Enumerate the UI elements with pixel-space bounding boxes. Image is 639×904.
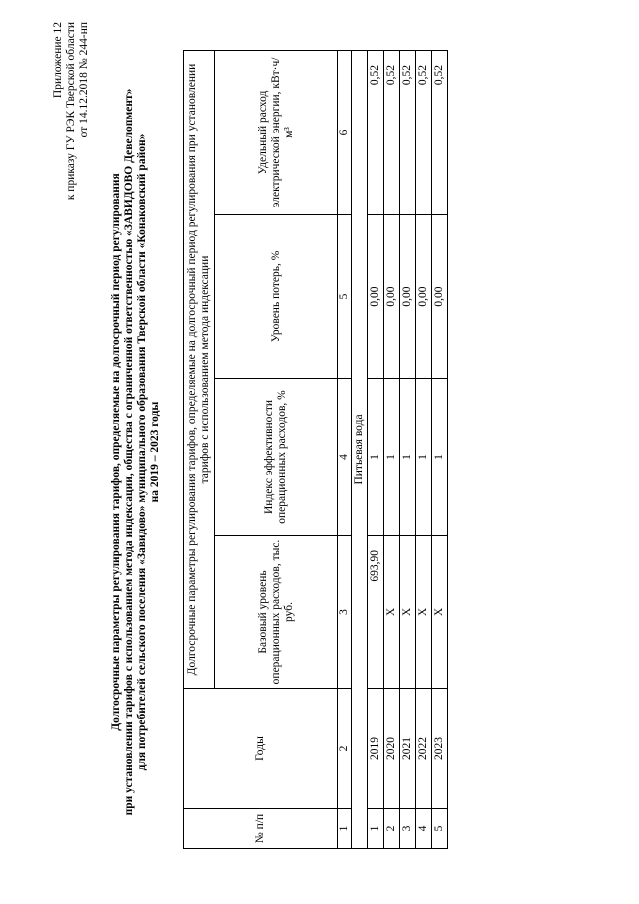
column-number: 1: [338, 809, 352, 849]
row-number: 3: [400, 809, 416, 849]
document-title: [110, 40, 162, 864]
row-number: 2: [384, 809, 400, 849]
title-line-1: Долгосрочные параметры регулирования тарифов, определяемые на долгосрочный период регулирования: [110, 173, 122, 731]
column-number: 5: [338, 215, 352, 379]
title-line-4: на 2019 – 2023 годы: [149, 401, 161, 503]
order-date: от 14.12.2018 № 244-нп: [78, 22, 90, 138]
header-number: № п/п: [184, 809, 338, 849]
header-group: Долгосрочные параметры регулирования тарифов, определяемые на долгосрочный период регулирования при установлении тарифов с использованием метода индексации: [184, 50, 215, 688]
row-year: 2021: [400, 689, 416, 809]
row-efficiency-index: 1: [416, 379, 432, 536]
tariff-parameters-table: [183, 50, 448, 849]
row-loss-level: 0,00: [432, 215, 448, 379]
table-row: [400, 50, 416, 848]
header-energy-consumption: Удельный расход электрической энергии, кВт·ч/м³: [215, 50, 338, 214]
row-energy-consumption: 0,52: [416, 50, 432, 214]
order-reference: к приказу ГУ РЭК Тверской области: [65, 22, 77, 201]
row-efficiency-index: 1: [368, 379, 384, 536]
column-number: 4: [338, 379, 352, 536]
column-number: 3: [338, 536, 352, 689]
header-base-level: Базовый уровень операционных расходов, тыс. руб.: [215, 536, 338, 689]
appendix-number: Приложение 12: [52, 22, 64, 99]
column-numbers-row: [338, 50, 352, 848]
row-efficiency-index: 1: [432, 379, 448, 536]
header-years: Годы: [184, 689, 338, 809]
appendix-header: [52, 22, 91, 200]
row-base-level: X: [432, 536, 448, 689]
row-number: 5: [432, 809, 448, 849]
header-loss-level: Уровень потерь, %: [215, 215, 338, 379]
row-loss-level: 0,00: [416, 215, 432, 379]
row-number: 4: [416, 809, 432, 849]
row-year: 2022: [416, 689, 432, 809]
column-number: 6: [338, 50, 352, 214]
table-row: [432, 50, 448, 848]
row-loss-level: 0,00: [368, 215, 384, 379]
row-base-level: X: [384, 536, 400, 689]
row-base-level: X: [416, 536, 432, 689]
row-base-level: 693,90: [368, 536, 384, 689]
row-loss-level: 0,00: [400, 215, 416, 379]
table-row: [368, 50, 384, 848]
table-row: [384, 50, 400, 848]
row-base-level: X: [400, 536, 416, 689]
group-row: [352, 50, 368, 848]
row-number: 1: [368, 809, 384, 849]
row-year: 2020: [384, 689, 400, 809]
row-efficiency-index: 1: [384, 379, 400, 536]
row-energy-consumption: 0,52: [400, 50, 416, 214]
title-line-2: при установлении тарифов с использованием метода индексации, общества с ограниченной ответственностью «ЗАВИДОВО Девелопмент»: [123, 88, 135, 816]
row-year: 2023: [432, 689, 448, 809]
table-header-row: [184, 50, 215, 848]
row-energy-consumption: 0,52: [384, 50, 400, 214]
header-efficiency-index: Индекс эффективности операционных расходов, %: [215, 379, 338, 536]
title-line-3: для потребителей сельского поселения «Завидово» муниципального образования Тверской области «Конаковский район»: [136, 133, 148, 771]
row-year: 2019: [368, 689, 384, 809]
row-efficiency-index: 1: [400, 379, 416, 536]
row-loss-level: 0,00: [384, 215, 400, 379]
row-energy-consumption: 0,52: [432, 50, 448, 214]
table-row: [416, 50, 432, 848]
group-label-drinking-water: Питьевая вода: [352, 50, 368, 848]
column-number: 2: [338, 689, 352, 809]
row-energy-consumption: 0,52: [368, 50, 384, 214]
